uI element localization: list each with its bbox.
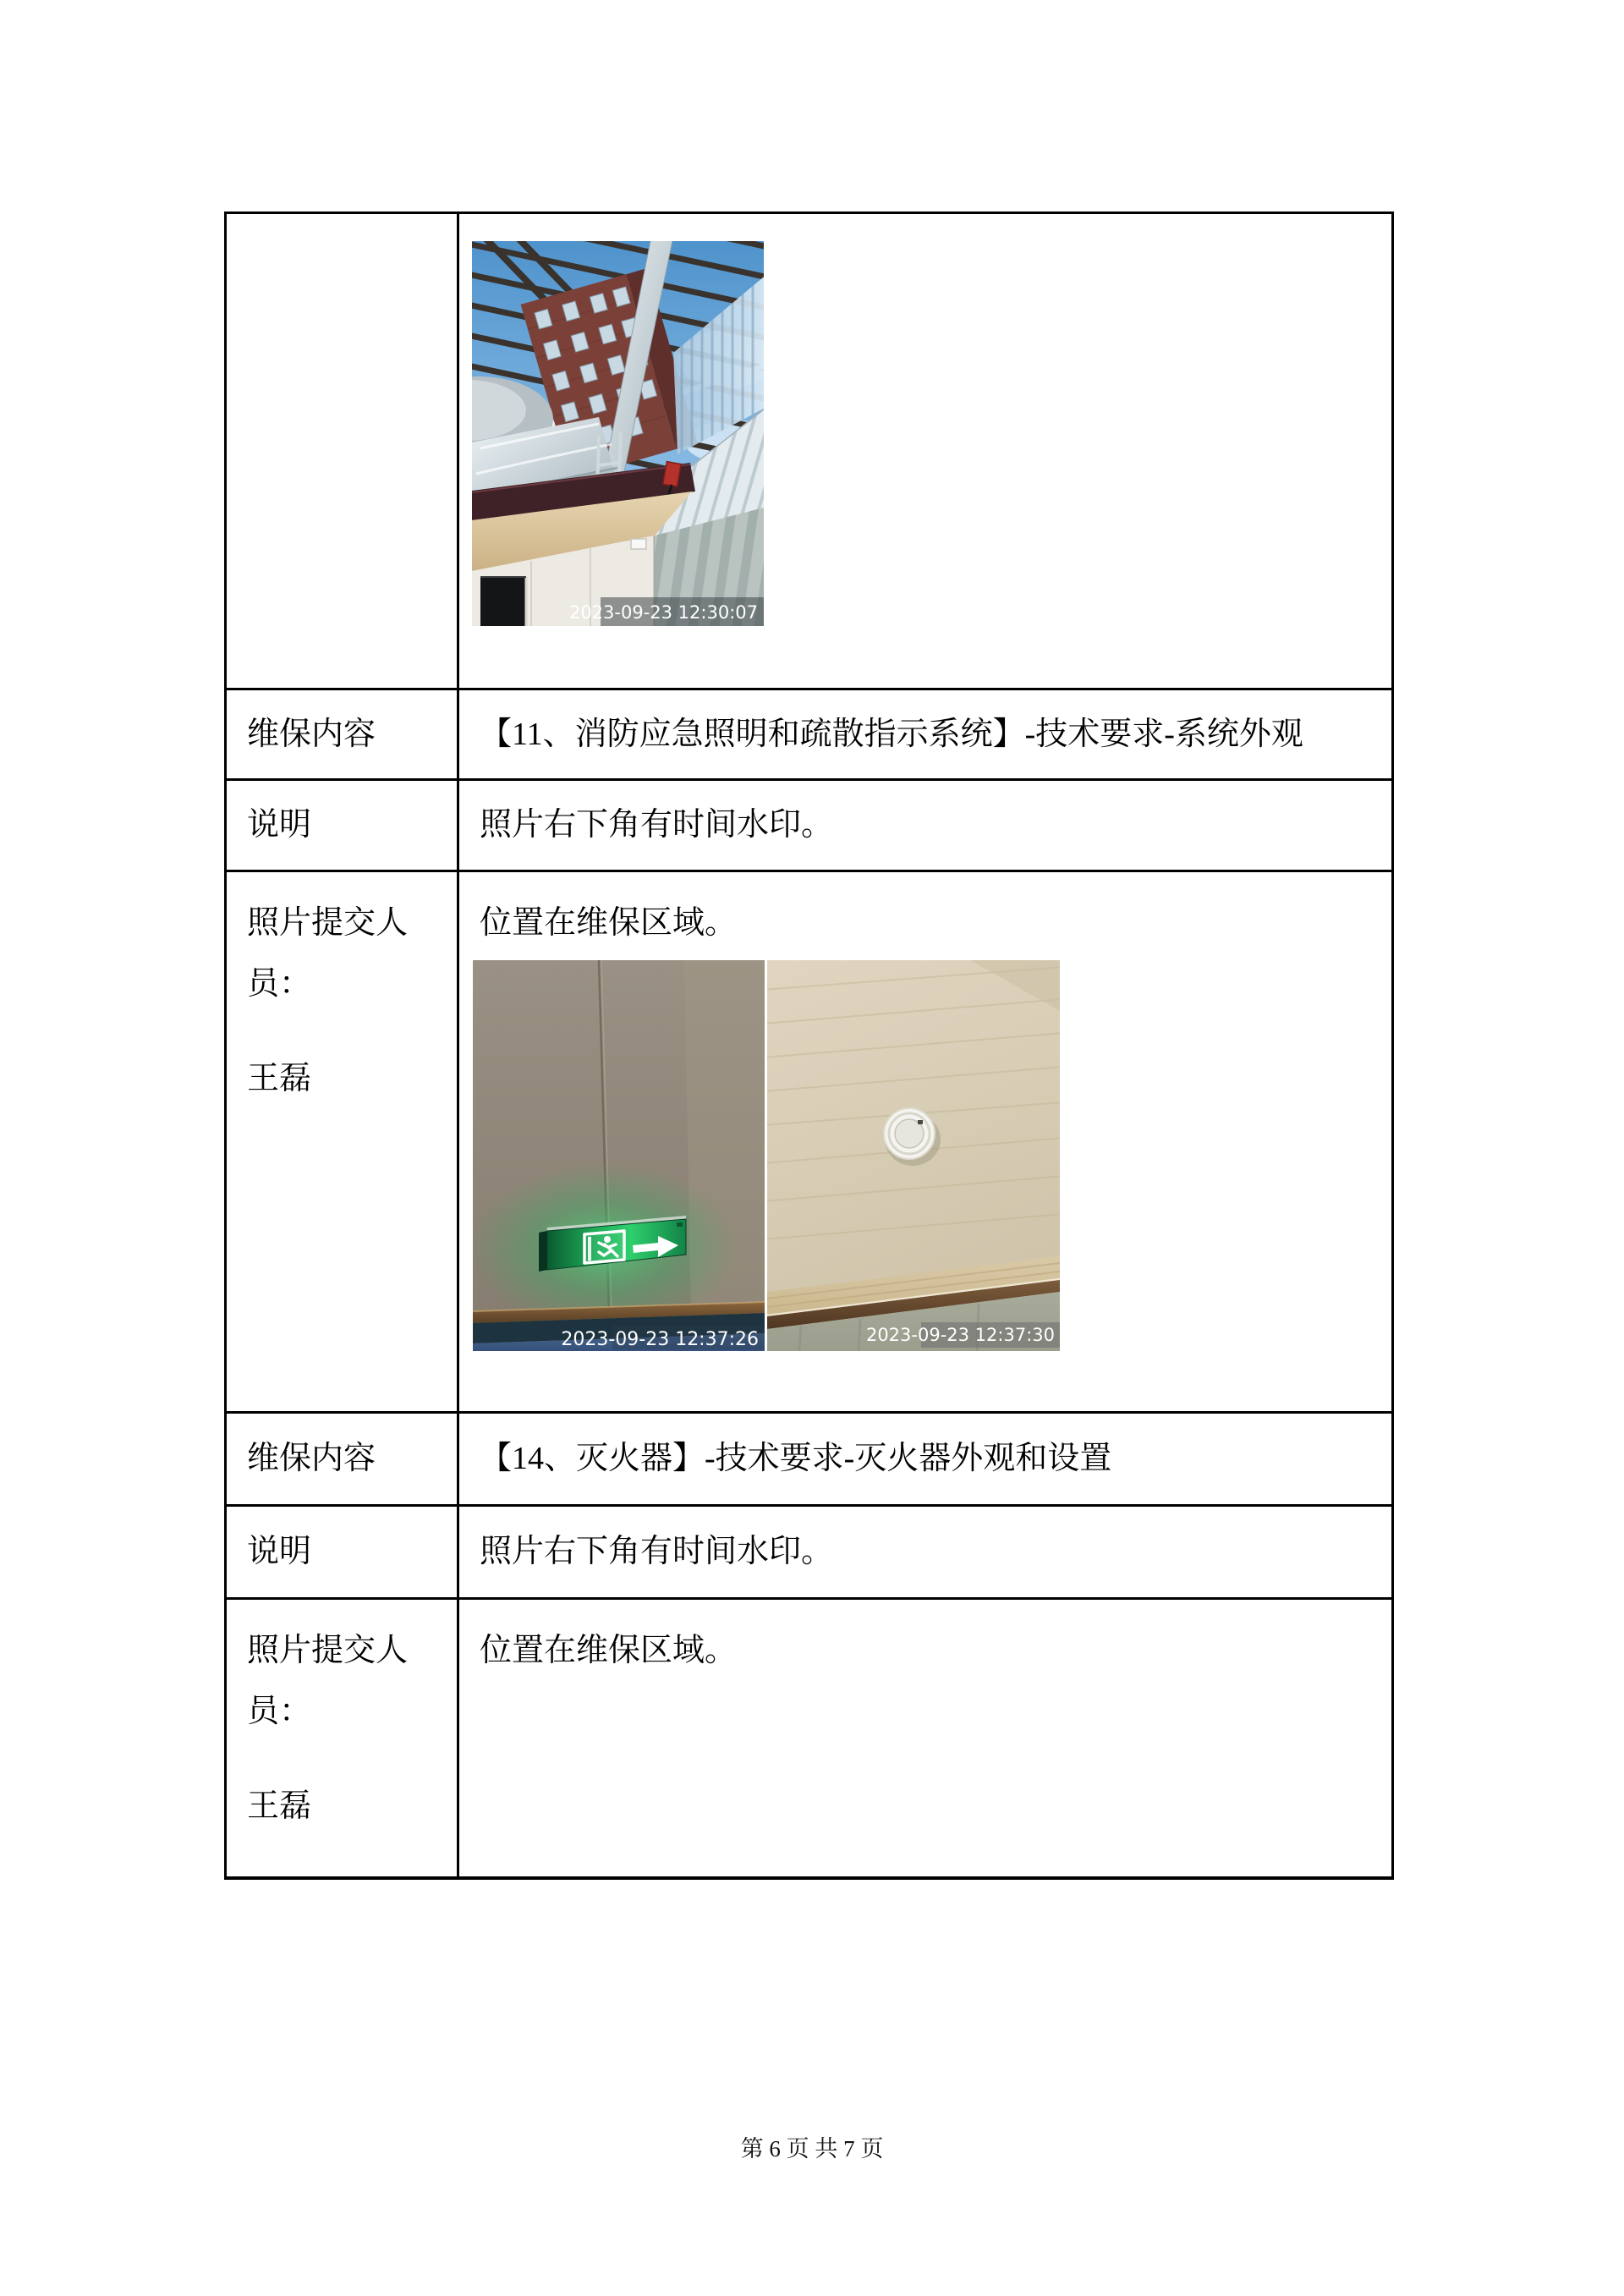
maintenance-report-table [224,211,1394,1880]
red-box [663,462,681,487]
table-row-submitter-1 [227,872,1391,1414]
row-value-text: 【11、消防应急照明和疏散指示系统】-技术要求-系统外观 [480,716,1303,752]
row-value [459,1507,1391,1597]
location-note: 位置在维保区域。 [480,905,738,941]
skylight-photo [472,241,764,626]
photo-timestamp: 2023-09-23 12:37:30 [865,1325,1055,1346]
submitter-photos-cell [459,872,1391,1411]
photo-strip [473,960,1371,1351]
location-note: 位置在维保区域。 [480,1633,738,1668]
row-value-text: 【14、灭火器】-技术要求-灭火器外观和设置 [480,1441,1112,1477]
row-value [459,1414,1391,1504]
photo-timestamp: 2023-09-23 12:37:26 [561,1329,759,1351]
table-row-photo [227,214,1391,690]
submitter-cell [227,1600,459,1876]
table-cell-empty [227,214,459,688]
row-label-text: 维保内容 [247,716,376,752]
row-label-text: 维保内容 [247,1441,376,1477]
skylight-photo-svg [472,241,764,626]
row-value-text: 照片右下角有时间水印。 [480,807,834,843]
row-label [227,781,459,870]
door-bar [588,1237,591,1261]
submitter-label: 照片提交人员： [247,1633,409,1730]
submitter-empty-cell [459,1600,1391,1876]
row-label [227,1414,459,1504]
submitter-name: 王磊 [247,1788,312,1825]
table-cell-photo [459,214,1391,688]
row-label-text: 说明 [247,1534,312,1570]
table-row-content-11 [227,690,1391,781]
exit-sign-photo [473,960,765,1351]
doorway [480,577,526,626]
submitter-name: 王磊 [247,1061,312,1097]
table-row-content-14 [227,1414,1391,1507]
table-row-submitter-2 [227,1600,1391,1876]
row-value [459,690,1391,778]
row-value-text: 照片右下角有时间水印。 [480,1534,834,1570]
row-label-text: 说明 [247,807,312,843]
row-label [227,690,459,778]
table-row-note-1 [227,781,1391,872]
submitter-label: 照片提交人员： [247,905,409,1002]
row-label [227,1507,459,1597]
page-number-footer: 第 6 页 共 7 页 [740,2136,884,2161]
ceiling-light-photo [767,960,1060,1351]
table-row-note-2 [227,1507,1391,1600]
photo-timestamp: 2023-09-23 12:30:07 [568,602,758,623]
row-value [459,781,1391,870]
submitter-cell [227,872,459,1411]
